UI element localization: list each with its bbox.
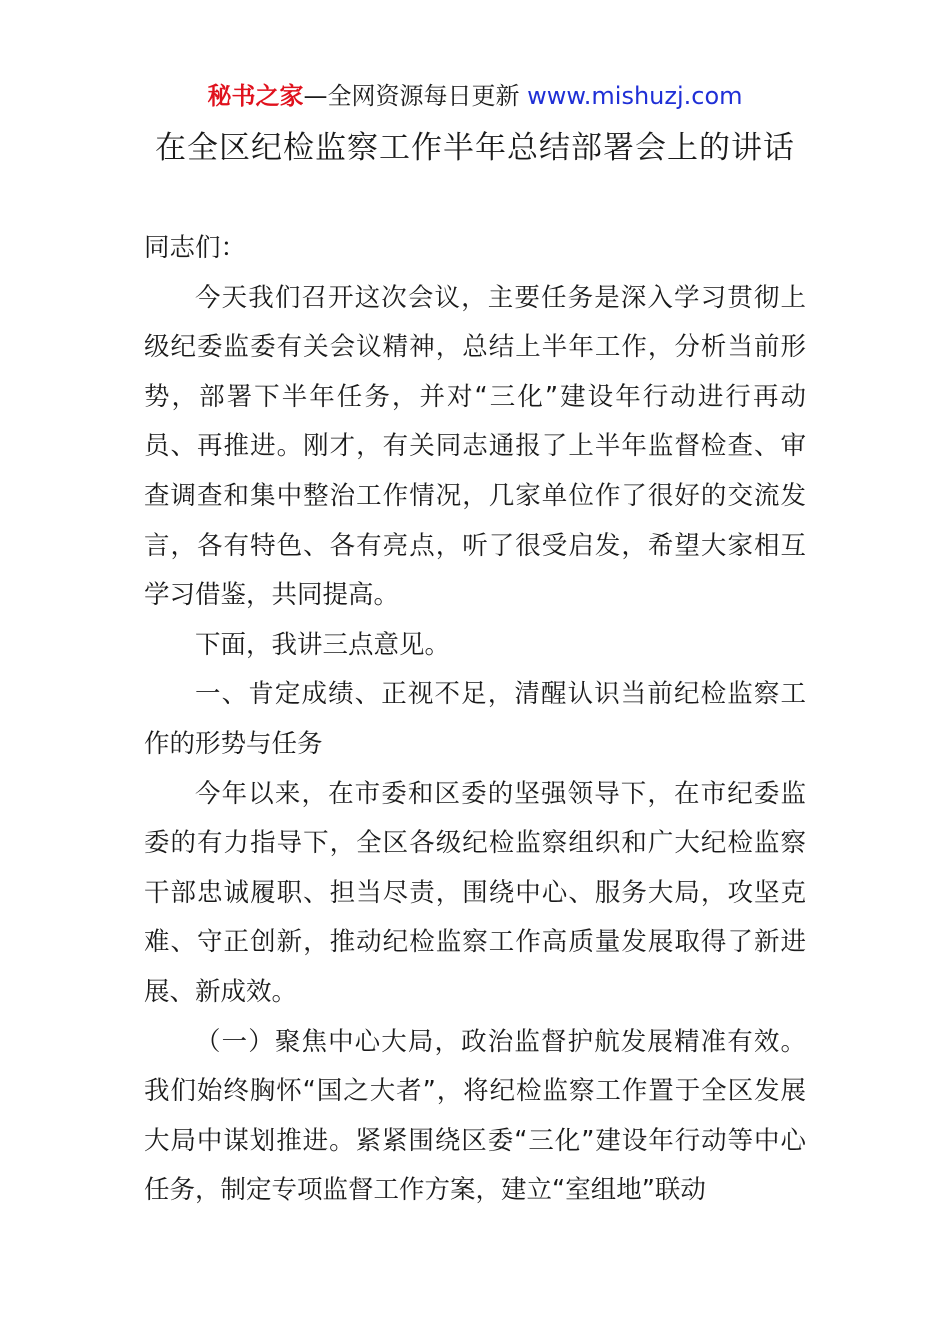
document-title: 在全区纪检监察工作半年总结部署会上的讲话 [155, 130, 795, 166]
paragraph-intro: 今天我们召开这次会议，主要任务是深入学习贯彻上级纪委监委有关会议精神，总结上半年工作，分析当前形势，部署下半年任务，并对“三化”建设年行动进行再动员、再推进。刚才，有关同志通报了上半年监督检查、审查调查和集中整治工作情况，几家单位作了很好的交流发言，各有特色、各有亮点，听了很受启发，希望大家相互学习借鉴，共同提高。 [144, 282, 806, 611]
watermark-header [0, 80, 950, 112]
salutation: 同志们： [144, 233, 247, 263]
brand-tagline: —全网资源每日更新 [303, 82, 528, 110]
section-heading-1: 一、肯定成绩、正视不足，清醒认识当前纪检监察工作的形势与任务 [144, 679, 806, 759]
paragraph-subsection-1: （一）聚焦中心大局，政治监督护航发展精准有效。我们始终胸怀“国之大者”，将纪检监察工作置于全区发展大局中谋划推进。紧紧围绕区委“三化”建设年行动等中心任务，制定专项监督工作方案，建立“室组地”联动 [144, 1026, 806, 1206]
site-link[interactable]: www.mishuzj.com [527, 82, 743, 110]
paragraph-transition: 下面，我讲三点意见。 [195, 629, 451, 660]
paragraph-achievements: 今年以来，在市委和区委的坚强领导下，在市纪委监委的有力指导下，全区各级纪检监察组织和广大纪检监察干部忠诚履职、担当尽责，围绕中心、服务大局，攻坚克难、守正创新，推动纪检监察工作高质量发展取得了新进展、新成效。 [144, 778, 806, 1007]
brand-name: 秘书之家 [207, 82, 304, 110]
document-body [144, 224, 806, 1216]
